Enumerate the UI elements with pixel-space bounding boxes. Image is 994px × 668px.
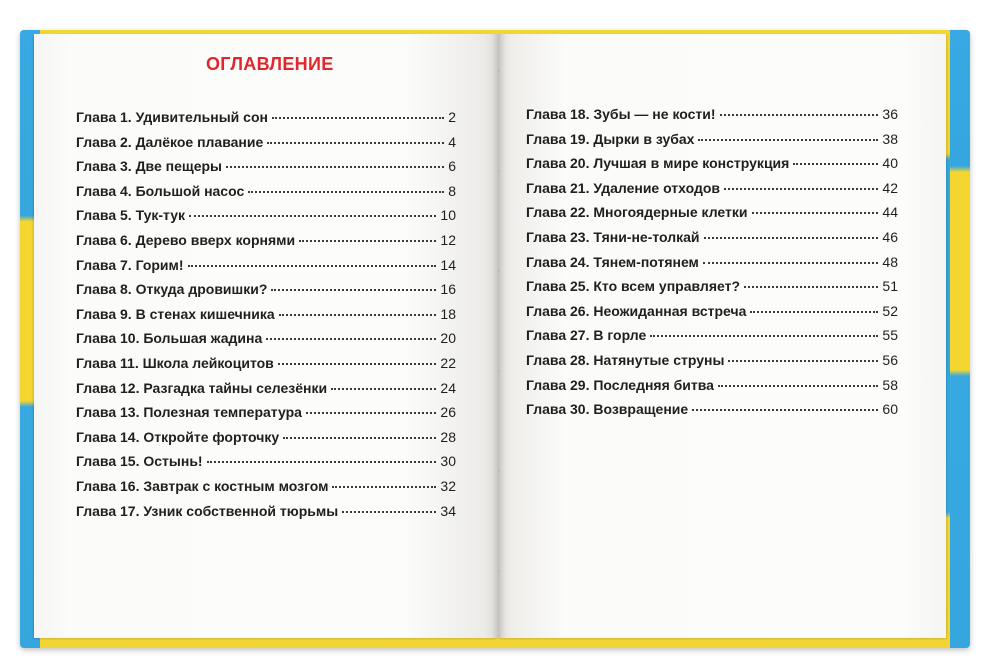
toc-page-number: 48 [882, 253, 898, 270]
toc-entry [76, 134, 456, 159]
toc-page-number: 24 [440, 379, 456, 396]
book-spine-shadow [492, 34, 506, 638]
toc-chapter-title: Глава 12. Разгадка тайны селезёнки [76, 379, 328, 396]
toc-page-number: 55 [882, 327, 898, 344]
toc-chapter-title: Глава 23. Тяни-не-толкай [526, 228, 700, 245]
toc-dot-leader [331, 388, 436, 390]
toc-dot-leader [299, 240, 436, 242]
toc-page-number: 10 [440, 207, 456, 224]
toc-page-number: 30 [440, 453, 456, 470]
toc-chapter-title: Глава 13. Полезная температура [76, 404, 302, 421]
toc-chapter-title: Глава 22. Многоядерные клетки [526, 204, 748, 221]
toc-dot-leader [698, 139, 878, 141]
toc-chapter-title: Глава 15. Остынь! [76, 453, 203, 470]
toc-entry [76, 306, 456, 331]
toc-dot-leader [332, 486, 436, 488]
toc-chapter-title: Глава 25. Кто всем управляет? [526, 278, 740, 295]
toc-entry [526, 303, 898, 328]
toc-entry [526, 278, 898, 303]
toc-entry [526, 401, 898, 426]
toc-chapter-title: Глава 8. Откуда дровишки? [76, 281, 268, 298]
toc-dot-leader [744, 286, 878, 288]
toc-chapter-title: Глава 20. Лучшая в мире конструкция [526, 155, 790, 172]
toc-page-number: 22 [440, 354, 456, 371]
toc-entry [526, 352, 898, 377]
toc-page-number: 4 [448, 133, 456, 150]
toc-chapter-title: Глава 11. Школа лейкоцитов [76, 354, 274, 371]
toc-entry [76, 453, 456, 478]
toc-dot-leader [188, 265, 437, 267]
toc-chapter-title: Глава 18. Зубы — не кости! [526, 106, 716, 122]
toc-chapter-title: Глава 1. Удивительный сон [76, 109, 268, 125]
toc-entry [76, 158, 456, 183]
toc-chapter-title: Глава 16. Завтрак с костным мозгом [76, 477, 329, 494]
toc-page-number: 46 [882, 228, 898, 245]
toc-page-number: 32 [440, 477, 456, 494]
binding-stitch [498, 470, 500, 472]
toc-entry [76, 355, 456, 380]
toc-entry [76, 380, 456, 405]
toc-chapter-title: Глава 26. Неожиданная встреча [526, 302, 747, 319]
toc-entry [526, 204, 898, 229]
toc-dot-leader [306, 412, 436, 414]
toc-entry [76, 109, 456, 134]
toc-entry [526, 327, 898, 352]
toc-chapter-title: Глава 3. Две пещеры [76, 158, 223, 175]
toc-dot-leader [189, 215, 436, 217]
toc-entry [76, 281, 456, 306]
toc-page-number: 56 [882, 351, 898, 368]
toc-chapter-title: Глава 19. Дырки в зубах [526, 130, 695, 147]
toc-entry [76, 232, 456, 257]
toc-dot-leader [267, 142, 444, 144]
toc-chapter-title: Глава 14. Откройте форточку [76, 428, 280, 445]
toc-dot-leader [752, 212, 879, 214]
toc-page-number: 2 [448, 109, 456, 125]
toc-chapter-title: Глава 21. Удаление отходов [526, 179, 721, 196]
toc-page-number: 20 [440, 330, 456, 347]
toc-page-number: 42 [882, 179, 898, 196]
toc-entry [526, 254, 898, 279]
toc-entry [76, 183, 456, 208]
toc-dot-leader [207, 461, 437, 463]
toc-entry [76, 330, 456, 355]
toc-dot-leader [650, 335, 878, 337]
toc-chapter-title: Глава 24. Тянем-потянем [526, 253, 699, 270]
binding-stitch [498, 70, 500, 72]
toc-entry [526, 131, 898, 156]
toc-dot-leader [718, 385, 878, 387]
toc-dot-leader [724, 188, 878, 190]
toc-entry [76, 404, 456, 429]
toc-entry [526, 106, 898, 131]
toc-chapter-title: Глава 2. Далёкое плавание [76, 133, 264, 150]
toc-chapter-title: Глава 10. Большая жадина [76, 330, 263, 347]
toc-page-number: 44 [882, 204, 898, 221]
toc-chapter-title: Глава 17. Узник собственной тюрьмы [76, 502, 339, 519]
toc-page-number: 28 [440, 428, 456, 445]
toc-entry [526, 377, 898, 402]
toc-chapter-title: Глава 6. Дерево вверх корнями [76, 231, 296, 248]
toc-dot-leader [226, 166, 444, 168]
toc-dot-leader [703, 262, 879, 264]
toc-dot-leader [283, 437, 436, 439]
toc-chapter-title: Глава 27. В горле [526, 327, 647, 344]
toc-page-number: 34 [440, 502, 456, 519]
toc-page-number: 60 [882, 401, 898, 418]
toc-dot-leader [271, 289, 436, 291]
toc-entry [526, 180, 898, 205]
toc-dot-leader [750, 311, 878, 313]
toc-chapter-title: Глава 30. Возвращение [526, 401, 689, 418]
toc-chapter-title: Глава 5. Тук-тук [76, 207, 186, 224]
toc-dot-leader [793, 163, 878, 165]
toc-page-number: 8 [448, 182, 456, 199]
toc-chapter-title: Глава 9. В стенах кишечника [76, 305, 275, 322]
toc-entry [526, 229, 898, 254]
toc-chapter-title: Глава 4. Большой насос [76, 182, 245, 199]
toc-chapter-title: Глава 7. Горим! [76, 256, 184, 273]
toc-page-number: 38 [882, 130, 898, 147]
toc-page-number: 52 [882, 302, 898, 319]
toc-dot-leader [266, 338, 436, 340]
toc-chapter-title: Глава 28. Натянутые струны [526, 351, 725, 368]
toc-dot-leader [278, 363, 437, 365]
toc-dot-leader [248, 191, 444, 193]
binding-stitch [498, 570, 500, 572]
toc-entry [76, 429, 456, 454]
toc-page-number: 14 [440, 256, 456, 273]
toc-entry [76, 503, 456, 528]
toc-dot-leader [720, 114, 879, 116]
toc-entry [526, 155, 898, 180]
toc-chapter-title: Глава 29. Последняя битва [526, 376, 714, 393]
toc-page-number: 16 [440, 281, 456, 298]
toc-dot-leader [272, 117, 444, 119]
toc-dot-leader [692, 409, 878, 411]
cover-edge-right [950, 30, 970, 648]
toc-page-number: 12 [440, 231, 456, 248]
toc-page-number: 36 [882, 106, 898, 122]
toc-dot-leader [342, 511, 436, 513]
toc-page-number: 58 [882, 376, 898, 393]
binding-stitch [498, 270, 500, 272]
toc-list-left [76, 109, 456, 527]
toc-entry [76, 478, 456, 503]
toc-list-right [526, 106, 898, 426]
binding-stitch [498, 170, 500, 172]
toc-title: ОГЛАВЛЕНИЕ [206, 54, 334, 74]
toc-dot-leader [728, 360, 878, 362]
toc-entry [76, 257, 456, 282]
toc-dot-leader [704, 237, 879, 239]
toc-entry [76, 207, 456, 232]
toc-dot-leader [279, 314, 437, 316]
toc-page-number: 6 [448, 158, 456, 175]
binding-stitch [498, 370, 500, 372]
toc-page-number: 40 [882, 155, 898, 172]
toc-page-number: 51 [882, 278, 898, 295]
toc-page-number: 18 [440, 305, 456, 322]
toc-page-number: 26 [440, 404, 456, 421]
